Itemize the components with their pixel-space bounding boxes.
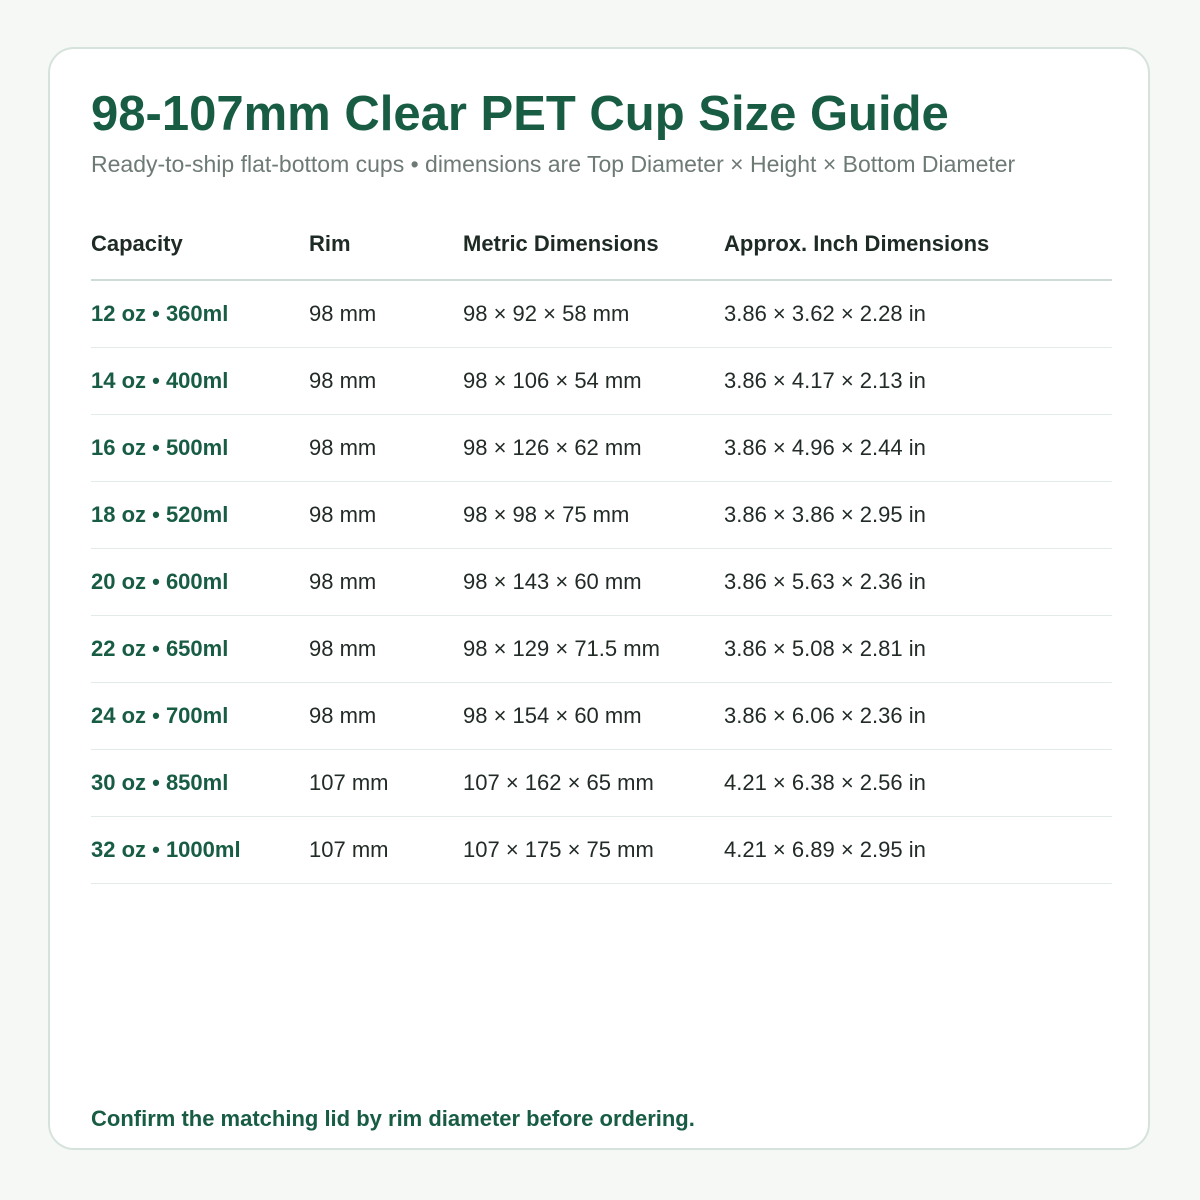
rim-cell: 98 mm [309,415,463,482]
table-body [91,280,1112,884]
capacity-cell: 16 oz • 500ml [91,415,309,482]
inch-cell: 3.86 × 4.96 × 2.44 in [724,415,1112,482]
inch-cell: 3.86 × 5.63 × 2.36 in [724,549,1112,616]
table-row [91,280,1112,348]
metric-cell: 98 × 126 × 62 mm [463,415,724,482]
rim-cell: 98 mm [309,549,463,616]
table-row [91,482,1112,549]
capacity-cell: 22 oz • 650ml [91,616,309,683]
metric-cell: 98 × 98 × 75 mm [463,482,724,549]
capacity-cell: 24 oz • 700ml [91,683,309,750]
inch-cell: 3.86 × 6.06 × 2.36 in [724,683,1112,750]
inch-cell: 4.21 × 6.38 × 2.56 in [724,750,1112,817]
capacity-cell: 30 oz • 850ml [91,750,309,817]
metric-cell: 98 × 154 × 60 mm [463,683,724,750]
metric-cell: 98 × 143 × 60 mm [463,549,724,616]
inch-cell: 3.86 × 5.08 × 2.81 in [724,616,1112,683]
rim-cell: 98 mm [309,683,463,750]
capacity-cell: 32 oz • 1000ml [91,817,309,884]
metric-cell: 98 × 92 × 58 mm [463,280,724,348]
inch-cell: 3.86 × 3.62 × 2.28 in [724,280,1112,348]
inch-cell: 3.86 × 3.86 × 2.95 in [724,482,1112,549]
metric-cell: 107 × 162 × 65 mm [463,750,724,817]
rim-cell: 98 mm [309,482,463,549]
table-header-row [91,209,1112,280]
capacity-cell: 14 oz • 400ml [91,348,309,415]
capacity-cell: 18 oz • 520ml [91,482,309,549]
table-row [91,817,1112,884]
header-metric-dimensions: Metric Dimensions [463,209,724,280]
capacity-cell: 20 oz • 600ml [91,549,309,616]
rim-cell: 98 mm [309,616,463,683]
rim-cell: 107 mm [309,817,463,884]
header-capacity: Capacity [91,209,309,280]
footer-note: Confirm the matching lid by rim diameter before ordering. [91,1106,695,1131]
table-row [91,750,1112,817]
table-row [91,683,1112,750]
metric-cell: 98 × 129 × 71.5 mm [463,616,724,683]
header-inch-dimensions: Approx. Inch Dimensions [724,209,1112,280]
rim-cell: 98 mm [309,280,463,348]
size-table [91,209,1112,884]
size-guide-card [48,47,1150,1150]
page-title: 98-107mm Clear PET Cup Size Guide [91,87,949,141]
table-row [91,348,1112,415]
inch-cell: 4.21 × 6.89 × 2.95 in [724,817,1112,884]
rim-cell: 107 mm [309,750,463,817]
capacity-cell: 12 oz • 360ml [91,280,309,348]
rim-cell: 98 mm [309,348,463,415]
table-row [91,415,1112,482]
metric-cell: 107 × 175 × 75 mm [463,817,724,884]
inch-cell: 3.86 × 4.17 × 2.13 in [724,348,1112,415]
page-subtitle: Ready-to-ship flat-bottom cups • dimensions are Top Diameter × Height × Bottom Diameter [91,151,1016,177]
table-row [91,549,1112,616]
header-rim: Rim [309,209,463,280]
metric-cell: 98 × 106 × 54 mm [463,348,724,415]
table-row [91,616,1112,683]
